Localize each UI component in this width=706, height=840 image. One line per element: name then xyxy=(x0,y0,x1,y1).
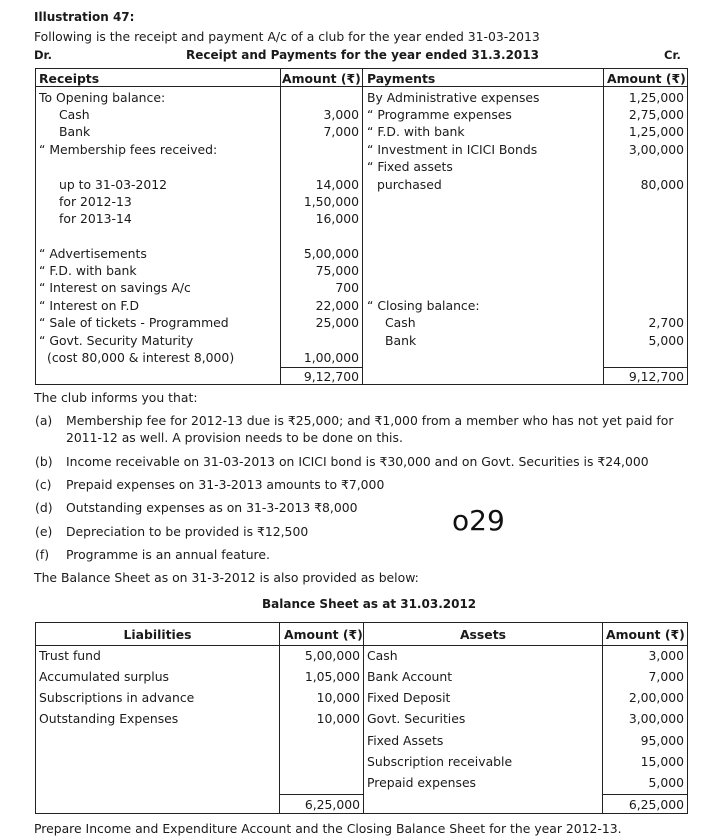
liability-amount: 1,05,000 xyxy=(304,669,360,684)
asset-amount: 7,000 xyxy=(648,669,684,684)
note-label: (c) xyxy=(35,477,52,492)
receipt-row-label: “ Sale of tickets - Programmed xyxy=(39,315,229,330)
liability-label: Outstanding Expenses xyxy=(39,711,179,726)
receipt-row-label: Bank xyxy=(59,124,91,139)
col-payments: Payments xyxy=(367,71,436,86)
note-text: Income receivable on 31-03-2013 on ICICI bond is ₹30,000 and on Govt. Securities is ₹24,000 xyxy=(66,454,649,469)
liability-label: Subscriptions in advance xyxy=(39,690,195,705)
asset-label: Fixed Deposit xyxy=(367,690,451,705)
note-text-continued: 2011-12 as well. A provision needs to be done on this. xyxy=(66,430,403,445)
col-liabilities: Liabilities xyxy=(123,627,192,642)
illustration-heading: Illustration 47: xyxy=(34,10,135,24)
note-text: Membership fee for 2012-13 due is ₹25,000; and ₹1,000 from a member who has not yet paid for xyxy=(66,413,674,428)
note-text: Programme is an annual feature. xyxy=(66,547,270,562)
receipt-row-amount: 25,000 xyxy=(315,315,359,330)
note-text: Depreciation to be provided is ₹12,500 xyxy=(66,524,309,539)
stamp-text: o29 xyxy=(452,504,505,537)
receipt-row-label: “ F.D. with bank xyxy=(39,263,137,278)
receipt-row-amount: 5,00,000 xyxy=(303,246,359,261)
col-receipts: Receipts xyxy=(39,71,100,86)
receipt-row-label: “ Interest on savings A/c xyxy=(39,280,191,295)
receipt-row-label: Cash xyxy=(59,107,90,122)
payment-row-amount: 2,75,000 xyxy=(628,107,684,122)
asset-label: Bank Account xyxy=(367,669,453,684)
payment-row-amount: 3,00,000 xyxy=(628,142,684,157)
col-assets: Assets xyxy=(459,627,507,642)
liability-label: Accumulated surplus xyxy=(39,669,169,684)
asset-amount: 3,00,000 xyxy=(628,711,684,726)
asset-label: Fixed Assets xyxy=(367,733,444,748)
receipt-row-amount: 700 xyxy=(335,280,359,295)
receipt-row-label: (cost 80,000 & interest 8,000) xyxy=(47,350,235,365)
receipt-row-label: “ Govt. Security Maturity xyxy=(39,333,194,348)
payment-row-label: “ Closing balance: xyxy=(367,298,480,313)
rp-total-right: 9,12,700 xyxy=(628,369,684,384)
bs-total-right: 6,25,000 xyxy=(628,797,684,812)
receipt-row-amount: 16,000 xyxy=(315,211,359,226)
col-amount-right: Amount (₹) xyxy=(607,71,686,86)
payment-row-label: purchased xyxy=(377,177,442,192)
col-amount-left: Amount (₹) xyxy=(282,71,361,86)
rp-total-left: 9,12,700 xyxy=(303,369,359,384)
note-text: Prepaid expenses on 31-3-2013 amounts to ₹7,000 xyxy=(66,477,385,492)
liability-amount: 5,00,000 xyxy=(304,648,360,663)
payment-row-amount: 1,25,000 xyxy=(628,90,684,105)
receipt-row-amount: 14,000 xyxy=(315,177,359,192)
liability-amount: 10,000 xyxy=(316,711,360,726)
dr-label: Dr. xyxy=(34,48,52,62)
footer-instruction: Prepare Income and Expenditure Account and the Closing Balance Sheet for the year 2012-13. xyxy=(34,821,622,836)
asset-label: Prepaid expenses xyxy=(367,775,477,790)
receipt-row-amount: 7,000 xyxy=(323,124,359,139)
receipt-row-amount: 75,000 xyxy=(315,263,359,278)
payment-row-amount: 5,000 xyxy=(648,333,684,348)
asset-label: Subscription receivable xyxy=(367,754,513,769)
payment-row-label: Bank xyxy=(385,333,417,348)
receipt-row-label: “ Advertisements xyxy=(39,246,147,261)
receipt-row-amount: 1,00,000 xyxy=(303,350,359,365)
receipt-row-amount: 22,000 xyxy=(315,298,359,313)
asset-amount: 2,00,000 xyxy=(628,690,684,705)
note-label: (e) xyxy=(35,524,53,539)
payment-row-label: “ Fixed assets xyxy=(367,159,453,174)
payment-row-label: “ Programme expenses xyxy=(367,107,512,122)
bs-intro: The Balance Sheet as on 31-3-2012 is also provided as below: xyxy=(34,570,419,585)
note-label: (b) xyxy=(35,454,53,469)
note-label: (f) xyxy=(35,547,50,562)
payment-row-amount: 1,25,000 xyxy=(628,124,684,139)
payment-row-label: “ F.D. with bank xyxy=(367,124,465,139)
payment-row-label: Cash xyxy=(385,315,416,330)
receipt-row-amount: 1,50,000 xyxy=(303,194,359,209)
receipt-row-label: To Opening balance: xyxy=(39,90,166,105)
cr-label: Cr. xyxy=(664,48,681,62)
note-text: Outstanding expenses as on 31-3-2013 ₹8,000 xyxy=(66,500,358,515)
col-bs-amount-right: Amount (₹) xyxy=(606,627,685,642)
receipt-row-label: for 2013-14 xyxy=(59,211,132,226)
intro-text: Following is the receipt and payment A/c of a club for the year ended 31-03-2013 xyxy=(34,29,540,44)
bs-total-left: 6,25,000 xyxy=(304,797,360,812)
bs-title: Balance Sheet as at 31.03.2012 xyxy=(262,597,477,611)
asset-amount: 15,000 xyxy=(640,754,684,769)
receipt-row-amount: 3,000 xyxy=(323,107,359,122)
rp-title: Receipt and Payments for the year ended 31.3.2013 xyxy=(186,48,539,62)
payment-row-label: “ Investment in ICICI Bonds xyxy=(367,142,538,157)
receipt-row-label: for 2012-13 xyxy=(59,194,132,209)
receipt-row-label: “ Interest on F.D xyxy=(39,298,140,313)
payment-row-label: By Administrative expenses xyxy=(367,90,540,105)
liability-label: Trust fund xyxy=(39,648,101,663)
asset-amount: 5,000 xyxy=(648,775,684,790)
notes-intro: The club informs you that: xyxy=(34,390,198,405)
asset-amount: 95,000 xyxy=(640,733,684,748)
payment-row-amount: 80,000 xyxy=(640,177,684,192)
receipt-row-label: “ Membership fees received: xyxy=(39,142,218,157)
note-label: (a) xyxy=(35,413,53,428)
asset-label: Cash xyxy=(367,648,398,663)
payment-row-amount: 2,700 xyxy=(648,315,684,330)
asset-amount: 3,000 xyxy=(648,648,684,663)
receipt-row-label: up to 31-03-2012 xyxy=(59,177,168,192)
liability-amount: 10,000 xyxy=(316,690,360,705)
note-label: (d) xyxy=(35,500,53,515)
asset-label: Govt. Securities xyxy=(367,711,466,726)
col-bs-amount-left: Amount (₹) xyxy=(284,627,363,642)
